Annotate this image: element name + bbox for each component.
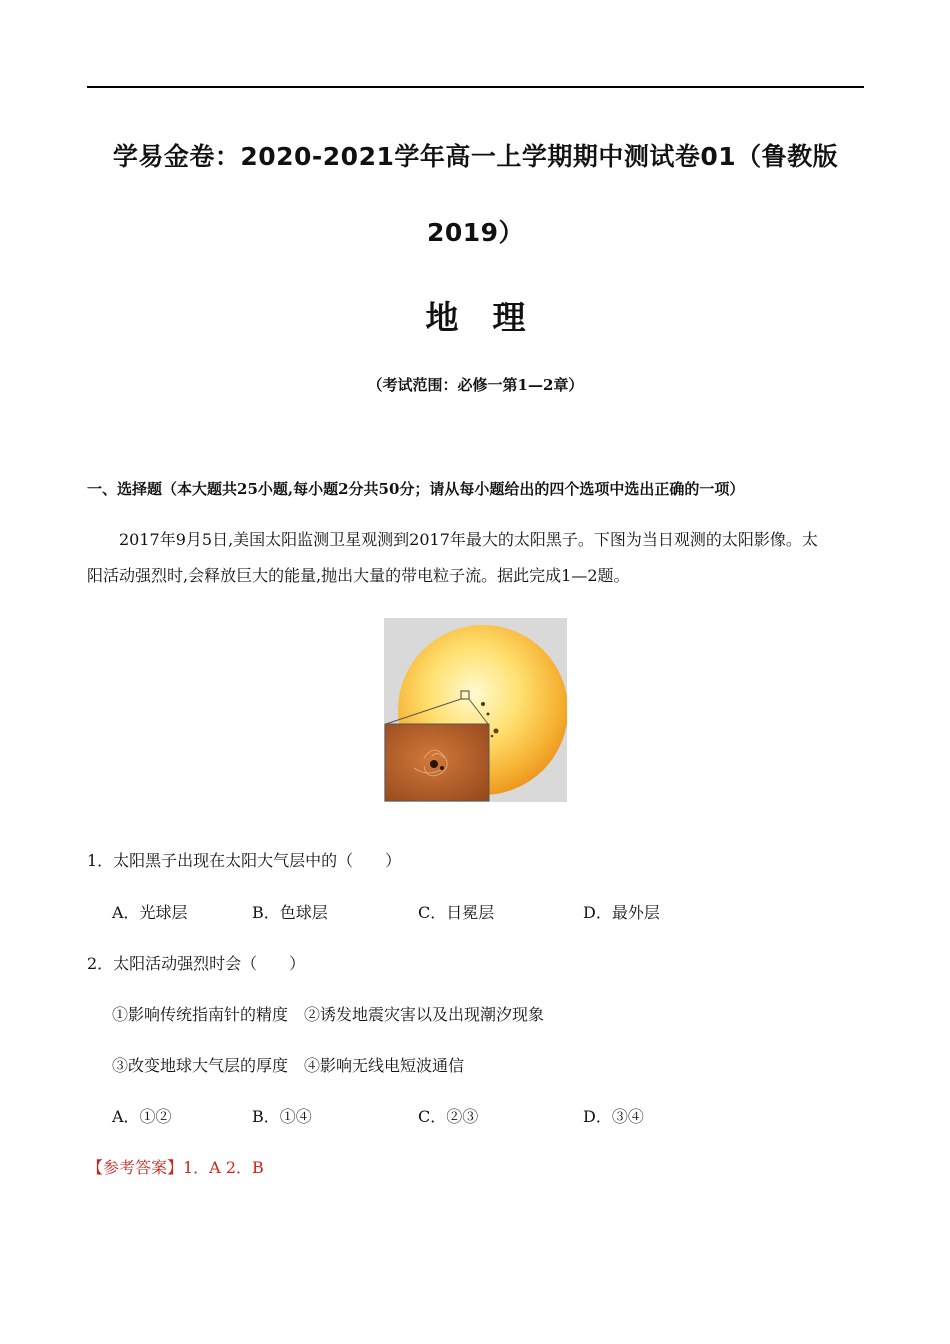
question-2-stem: 2．太阳活动强烈时会（ ） [87, 954, 306, 973]
question-1-option-c[interactable]: C．日冕层 [418, 903, 495, 922]
question-1-stem: 1．太阳黑子出现在太阳大气层中的（ ） [87, 851, 402, 870]
passage [87, 522, 857, 594]
question-1-option-b[interactable]: B．色球层 [252, 903, 328, 922]
question-2-option-d[interactable]: D．③④ [583, 1107, 644, 1126]
sun-image-icon [384, 618, 567, 802]
subject-title: 地理 [425, 298, 560, 337]
reference-answer: 【参考答案】1．A 2．B [87, 1158, 264, 1177]
exam-title-line2: 2019） [426, 218, 525, 247]
question-2-statements-2: ③改变地球大气层的厚度 ④影响无线电短波通信 [112, 1056, 465, 1075]
question-2-option-c[interactable]: C．②③ [418, 1107, 479, 1126]
header-rule [87, 86, 864, 88]
passage-line2: 阳活动强烈时,会释放巨大的能量,抛出大量的带电粒子流。据此完成1—2题。 [87, 566, 630, 585]
question-2-statements-1: ①影响传统指南针的精度 ②诱发地震灾害以及出现潮汐现象 [112, 1005, 545, 1024]
passage-line1: 2017年9月5日,美国太阳监测卫星观测到2017年最大的太阳黑子。下图为当日观测的太阳影像。太 [119, 530, 818, 549]
section-heading: 一、选择题（本大题共25小题,每小题2分共50分；请从每小题给出的四个选项中选出正确的一项） [87, 480, 745, 498]
question-2-option-a[interactable]: A．①② [112, 1107, 172, 1126]
question-1-option-d[interactable]: D．最外层 [583, 903, 660, 922]
exam-title-line1: 学易金卷：2020-2021学年高一上学期期中测试卷01（鲁教版 [112, 142, 839, 171]
exam-scope: （考试范围：必修一第1—2章） [367, 376, 584, 394]
question-1-option-a[interactable]: A．光球层 [112, 903, 188, 922]
question-2-option-b[interactable]: B．①④ [252, 1107, 312, 1126]
